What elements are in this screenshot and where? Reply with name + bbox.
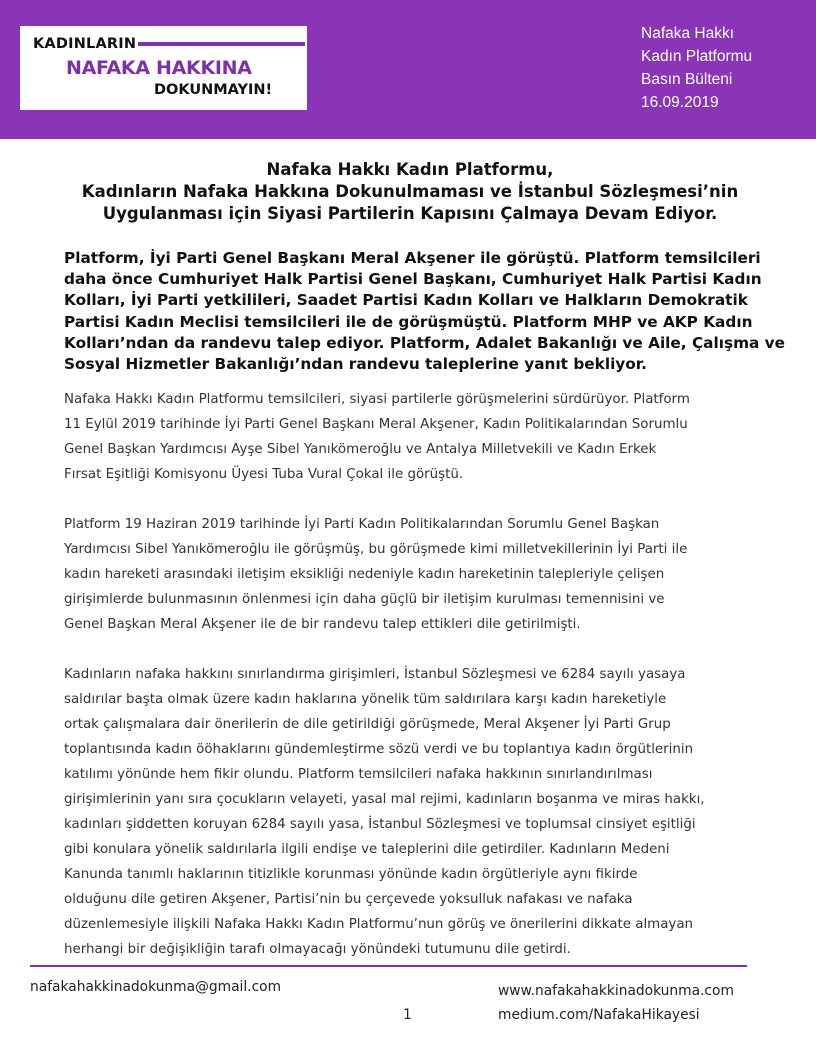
logo-line-2: NAFAKA HAKKINA [66,57,252,79]
header-banner [0,0,816,139]
body-line: Genel Başkan Yardımcısı Ayşe Sibel Yanıkömeroğlu ve Antalya Milletvekili ve Kadın Erkek [64,442,657,457]
body-line: Kadınların nafaka hakkını sınırlandırma girişimleri, İstanbul Sözleşmesi ve 6284 sayılı yasaya [64,667,686,682]
body-line: düzenlemesiyle ilişkili Nafaka Hakkı Kadın Platformu’nun görüş ve önerilerini dikkate almayan [64,917,694,932]
press-release-info [641,22,811,114]
document-title [40,159,780,225]
paragraph-1 [64,387,776,487]
medium-link[interactable]: medium.com/NafakaHikayesi [498,1007,700,1023]
body-line: gibi konulara yönelik saldırılarla ilgili endişe ve taleplerini dile getirdiler. Kadınların Medeni [64,842,670,857]
body-line: Fırsat Eşitliği Komisyonu Üyesi Tuba Vural Çokal ile görüştü. [64,467,464,482]
body-line: katılımı yönünde hem fikir olundu. Platform temsilcileri nafaka hakkının sınırlandırılması [64,767,653,782]
summary-line: Platform, İyi Parti Genel Başkanı Meral Akşener ile görüştü. Platform temsilcileri [64,249,761,267]
title-line: Kadınların Nafaka Hakkına Dokunulmaması ve İstanbul Sözleşmesi’nin [81,182,739,201]
body-line: girişimlerinin yanı sıra çocukların velayeti, yasal mal rejimi, kadınların boşanma ve miras hakkı, [64,792,705,807]
body-line: ortak çalışmalara dair önerilerin de dile getirildiği görüşmede, Meral Akşener İyi Parti Grup [64,717,671,732]
logo-line-1: KADINLARIN [33,36,137,52]
body-line: toplantısında kadın ööhaklarını gündemleştirme sözü verdi ve bu toplantıya kadın örgütlerinin [64,742,694,757]
campaign-logo [20,26,307,110]
summary-line: daha önce Cumhuriyet Halk Partisi Genel Başkanı, Cumhuriyet Halk Partisi Kadın [64,270,762,289]
body-line: girişimlerde bulunmasının önlenmesi için daha güçlü bir iletişim kurulması temennisini ve [64,592,665,607]
logo-accent-bar [138,42,305,46]
footer-email-link[interactable]: nafakahakkinadokunma@gmail.com [30,979,282,995]
summary-lead [64,248,786,375]
title-line: Uygulanması için Siyasi Partilerin Kapısını Çalmaya Devam Ediyor. [102,204,718,223]
body-line: kadınları şiddetten koruyan 6284 sayılı yasa, İstanbul Sözleşmesi ve toplumsal cinsiyet eşitliği [64,817,696,832]
body-line: herhangi bir değişikliğin tarafı olmayacağı yönündeki tutumunu dile getirdi. [64,942,571,957]
info-line-date: 16.09.2019 [641,94,719,111]
summary-line: Partisi Kadın Meclisi temsilcileri ile de görüşmüştü. Platform MHP ve AKP Kadın [64,312,753,331]
body-line: saldırılar başta olmak üzere kadın haklarına yönelik tüm saldırılara karşı kadın hareketiyle [64,692,667,707]
body-line: 11 Eylül 2019 tarihinde İyi Parti Genel Başkanı Meral Akşener, Kadın Politikalarından Sorumlu [64,417,688,432]
footer-divider [30,965,747,967]
body-line: kadın hareketi arasındaki iletişim eksikliği nedeniyle kadın hareketinin talepleriyle çelişen [64,567,665,582]
page-number: 1 [403,1007,412,1023]
body-line: Yardımcısı Sibel Yanıkömeroğlu ile görüşmüş, bu görüşmede kimi milletvekillerinin İyi Parti ile [64,542,688,557]
website-link[interactable]: www.nafakahakkinadokunma.com [498,983,734,999]
footer-links [498,979,734,1027]
summary-line: Sosyal Hizmetler Bakanlığı’ndan randevu taleplerine yanıt bekliyor. [64,355,647,374]
info-line-platform-1: Nafaka Hakkı [641,25,735,42]
paragraph-3 [64,662,776,962]
summary-line: Kolları’ndan da randevu talep ediyor. Platform, Adalet Bakanlığı ve Aile, Çalışma ve [64,333,786,352]
body-line: Nafaka Hakkı Kadın Platformu temsilcileri, siyasi partilerle görüşmelerini sürdürüyor. Platform [64,392,690,407]
paragraph-2 [64,512,776,637]
body-line: olduğunu dile getiren Akşener, Partisi’nin bu çerçevede yoksulluk nafakası ve nafaka [64,892,633,907]
summary-line: Kolları, İyi Parti yetkilileri, Saadet Partisi Kadın Kolları ve Halkların Demokratik [64,291,748,310]
info-line-doc-type: Basın Bülteni [641,71,733,88]
logo-line-3: DOKUNMAYIN! [154,82,273,98]
body-line: Genel Başkan Meral Akşener ile de bir randevu talep ettikleri dile getirilmişti. [64,617,581,632]
title-line: Nafaka Hakkı Kadın Platformu, [266,160,554,179]
info-line-platform-2: Kadın Platformu [641,48,753,65]
body-line: Kanunda tanımlı haklarının titizlikle korunması yönünde kadın örgütleriyle aynı fikirde [64,867,638,882]
body-line: Platform 19 Haziran 2019 tarihinde İyi Parti Kadın Politikalarından Sorumlu Genel Başkan [64,517,660,532]
body-text [64,387,776,987]
